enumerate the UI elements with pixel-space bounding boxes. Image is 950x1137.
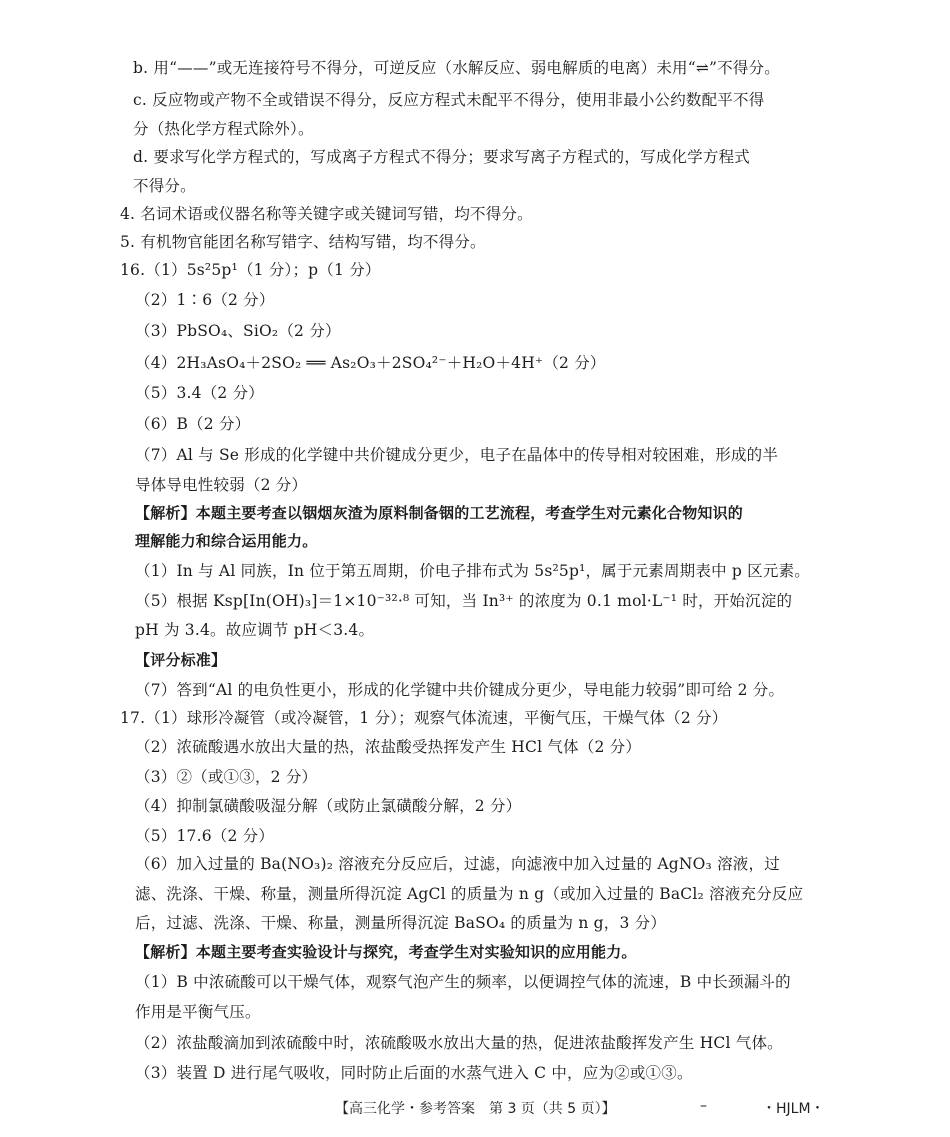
q17-analysis-3: （3）装置 D 进行尾气吸收，同时防止后面的水蒸气进入 C 中，应为②或①③。 [135, 1064, 693, 1082]
q16-answer-5: （5）3.4（2 分） [135, 384, 265, 402]
q17-answer-6-line3: 后，过滤、洗涤、干燥、称量，测量所得沉淀 BaSO₄ 的质量为 n g，3 分） [135, 914, 667, 932]
page-footer-dash: – [700, 1098, 707, 1114]
q17-analysis-1-line2: 作用是平衡气压。 [135, 1003, 261, 1021]
q17-answer-6-line2: 滤、洗涤、干燥、称量，测量所得沉淀 AgCl 的质量为 n g（或加入过量的 BaCl₂ 溶液充分反应 [135, 885, 804, 903]
rule-c-line1: c. 反应物或产物不全或错误不得分，反应方程式未配平不得分，使用非最小公约数配平不得 [133, 91, 765, 109]
page-footer-code: ・HJLM・ [762, 1101, 825, 1117]
q17-answer-2: （2）浓硫酸遇水放出大量的热，浓盐酸受热挥发产生 HCl 气体（2 分） [135, 738, 642, 756]
rule-5: 5. 有机物官能团名称写错字、结构写错，均不得分。 [120, 233, 486, 251]
rule-4: 4. 名词术语或仪器名称等关键字或关键词写错，均不得分。 [120, 205, 533, 223]
q17-answer-6-line1: （6）加入过量的 Ba(NO₃)₂ 溶液充分反应后，过滤，向滤液中加入过量的 AgNO₃ 溶液，过 [135, 855, 780, 873]
rule-d-line1: d. 要求写化学方程式的，写成离子方程式不得分；要求写离子方程式的，写成化学方程式 [133, 148, 750, 166]
rule-d-line2: 不得分。 [133, 177, 196, 195]
q17-answer-5: （5）17.6（2 分） [135, 827, 275, 845]
q16-answer-3: （3）PbSO₄、SiO₂（2 分） [135, 322, 341, 340]
q17-answer-1: 17.（1）球形冷凝管（或冷凝管，1 分）；观察气体流速，平衡气压，干燥气体（2 分） [120, 709, 728, 727]
q16-answer-1: 16.（1）5s²5p¹（1 分）；p（1 分） [120, 261, 381, 279]
q16-analysis-heading-cont: 理解能力和综合运用能力。 [135, 532, 318, 550]
rule-c-line2: 分（热化学方程式除外）。 [133, 120, 314, 138]
q16-answer-7-line1: （7）Al 与 Se 形成的化学键中共价键成分更少，电子在晶体中的传导相对较困难，形成的半 [135, 446, 779, 464]
q16-grading-7: （7）答到“Al 的电负性更小，形成的化学键中共价键成分更少，导电能力较弱”即可给 2 分。 [135, 681, 785, 699]
q17-analysis-1-line1: （1）B 中浓硫酸可以干燥气体，观察气泡产生的频率，以便调控气体的流速，B 中长颈漏斗的 [135, 973, 791, 991]
q16-answer-7-line2: 导体导电性较弱（2 分） [135, 476, 308, 494]
q17-analysis-heading: 【解析】本题主要考查实验设计与探究，考查学生对实验知识的应用能力。 [135, 943, 637, 961]
q16-analysis-5-cont: pH 为 3.4。故应调节 pH＜3.4。 [135, 621, 375, 639]
q16-answer-6: （6）B（2 分） [135, 415, 251, 433]
q16-analysis-heading: 【解析】本题主要考查以铟烟灰渣为原料制备铟的工艺流程，考查学生对元素化合物知识的 [135, 504, 744, 522]
q16-analysis-1: （1）In 与 Al 同族，In 位于第五周期，价电子排布式为 5s²5p¹，属于元素周期表中 p 区元素。 [135, 562, 810, 580]
q16-answer-2: （2）1∶6（2 分） [135, 291, 275, 309]
q17-answer-4: （4）抑制氯磺酸吸湿分解（或防止氯磺酸分解，2 分） [135, 797, 522, 815]
q17-analysis-2: （2）浓盐酸滴加到浓硫酸中时，浓硫酸吸水放出大量的热，促进浓盐酸挥发产生 HCl 气体。 [135, 1034, 783, 1052]
q16-grading-title: 【评分标准】 [135, 651, 227, 669]
q17-answer-3: （3）②（或①③，2 分） [135, 768, 318, 786]
page-footer-label: 【高三化学・参考答案 第 3 页（共 5 页）】 [335, 1101, 616, 1117]
q16-answer-4: （4）2H₃AsO₄＋2SO₂ ══ As₂O₃＋2SO₄²⁻＋H₂O＋4H⁺（2 分） [135, 354, 606, 372]
rule-b: b. 用“——”或无连接符号不得分，可逆反应（水解反应、弱电解质的电离）未用“⇌”不得分。 [133, 59, 780, 77]
q16-analysis-5: （5）根据 Ksp[In(OH)₃]＝1×10⁻³²·⁸ 可知，当 In³⁺ 的浓度为 0.1 mol·L⁻¹ 时，开始沉淀的 [135, 592, 793, 610]
